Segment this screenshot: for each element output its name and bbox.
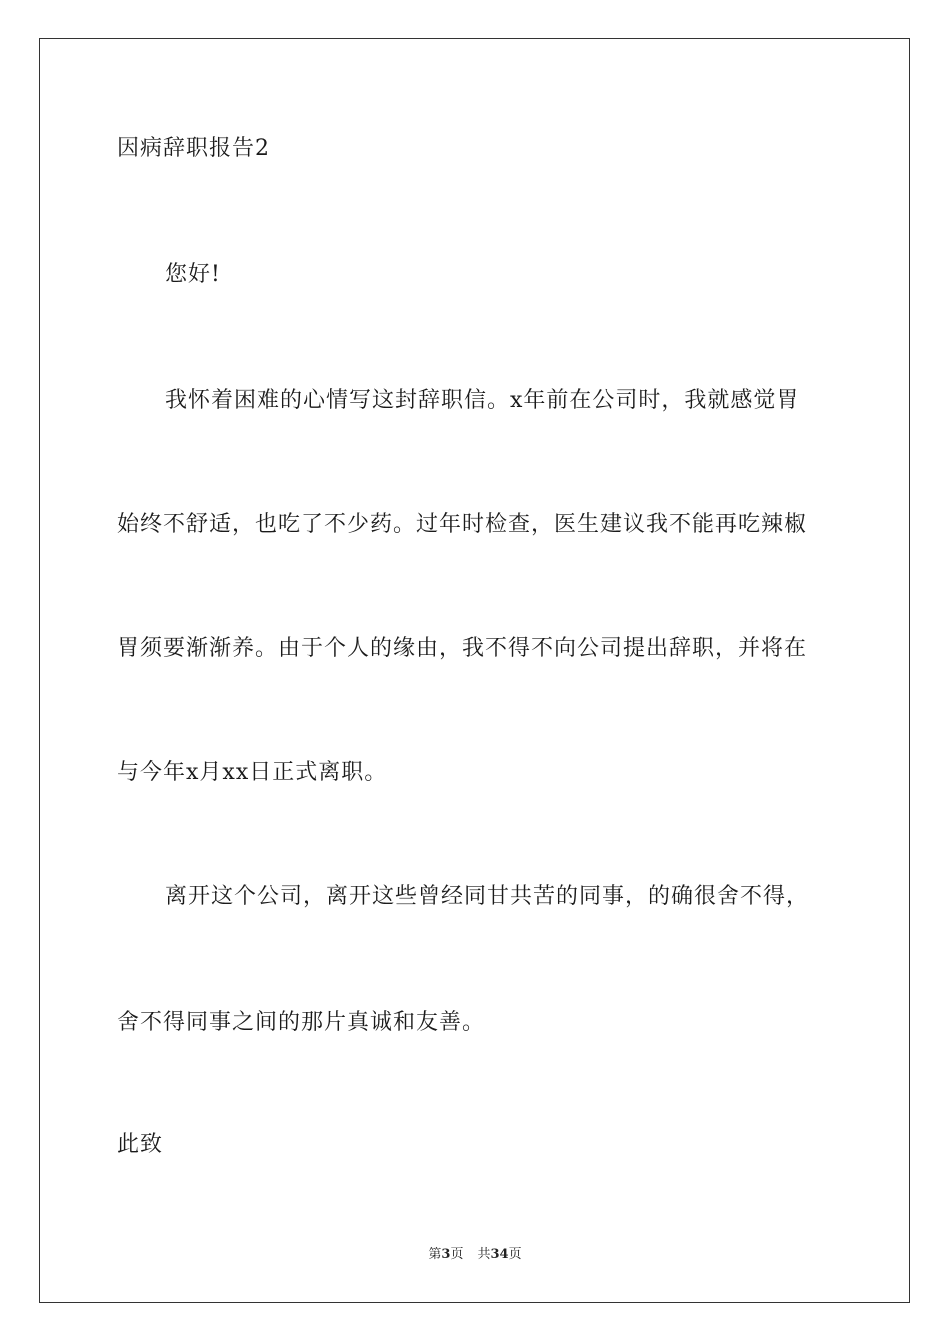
greeting: 您好! — [165, 262, 221, 287]
page-border — [39, 38, 910, 1303]
closing-salutation: 此致 — [117, 1132, 164, 1157]
paragraph-line: 胃须要渐渐养。由于个人的缘由，我不得不向公司提出辞职，并将在 — [117, 636, 808, 661]
total-prefix: 共 — [477, 1247, 491, 1262]
paragraph-line: 舍不得同事之间的那片真诚和友善。 — [117, 1010, 486, 1035]
paragraph-line: 始终不舒适，也吃了不少药。过年时检查，医生建议我不能再吃辣椒 — [117, 512, 808, 537]
page-prefix: 第 — [428, 1247, 442, 1262]
total-pages: 34 — [490, 1247, 509, 1262]
document-title: 因病辞职报告2 — [117, 136, 270, 161]
paragraph-line: 与今年x月xx日正式离职。 — [117, 760, 388, 785]
page-footer — [0, 1246, 950, 1264]
page-number: 3 — [441, 1247, 451, 1262]
page-suffix: 页 — [450, 1247, 464, 1262]
paragraph-line: 离开这个公司，离开这些曾经同甘共苦的同事，的确很舍不得， — [165, 884, 810, 909]
total-suffix: 页 — [508, 1247, 522, 1262]
paragraph-line: 我怀着困难的心情写这封辞职信。x年前在公司时，我就感觉胃 — [165, 388, 800, 413]
